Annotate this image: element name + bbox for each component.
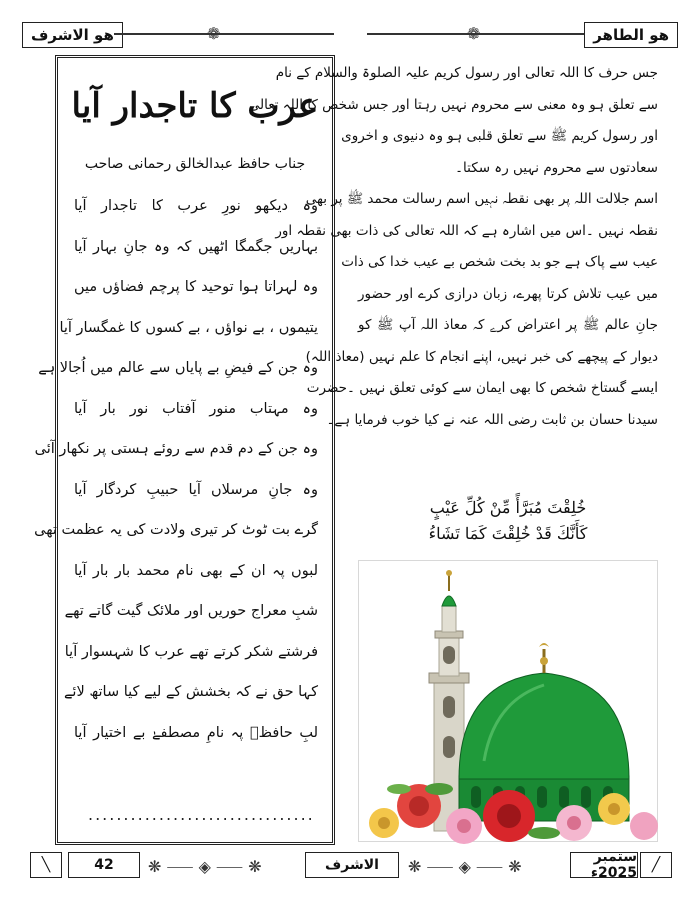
poem-line: وہ جن کے فیضِ بے پایاں سے عالم میں اُجالا ہے (38, 360, 318, 376)
prose-line: اور رسول کریم ﷺ سے تعلق قلبی ہو وہ دنیوی و اخروی (341, 128, 658, 144)
ornament-icon: ❁ (467, 24, 481, 43)
prose-line: سیدنا حسان بن ثابت رضی اللہ عنہ نے کیا خوب فرمایا ہے۔ (326, 411, 658, 428)
magazine-name: الاشرف (325, 857, 379, 873)
page-number: 42 (94, 857, 114, 873)
poem-line: شبِ معراج حوریں اور ملائک گیت گاتے تھے (64, 603, 318, 619)
prose-line: دیوار کے پیچھے کی خبر نہیں، اپنے انجام کا علم نہیں (معاذ اللہ) (305, 348, 658, 365)
prose-line: نقطہ نہیں ۔اس میں اشارہ ہے کہ اللہ تعالی کی ذات بھی نقطہ اور (275, 222, 658, 239)
header-right-text: ھو الطاھر (593, 26, 669, 44)
verse-line: كَأَنَّكَ قَدْ خُلِقْتَ كَمَا تَشَاءُ (428, 524, 588, 543)
poem-line: وہ مہتاب منور آفتاب نور بار آیا (74, 400, 318, 417)
verse-line: خُلِقْتَ مُبَرَّأً مِّنْ كُلِّ عَيْبٍ (429, 498, 587, 517)
poem-title: عرب کا تاجدار آیا (71, 86, 319, 126)
poem-panel (34, 55, 335, 845)
green-dome (459, 673, 629, 779)
issue-date-box (570, 849, 638, 881)
poem-line: وہ جانِ مرسلاں آیا حبیبِ کردگار آیا (74, 481, 318, 498)
ornament-icon: ❋ ⸺ ◈ ⸺ ❋ (408, 857, 522, 876)
magazine-name-box (305, 852, 399, 878)
poem-author: جناب حافظ عبدالخالق رحمانی صاحب (84, 156, 306, 172)
arabic-verse (358, 495, 658, 547)
poem-line: فرشتے شکر کرتے تھے عرب کا شہسوار آیا (64, 643, 318, 660)
prose-line: سعادتوں سے محروم نہیں رہ سکتا۔ (455, 159, 658, 176)
poem-line: وہ دیکھو نورِ عرب کا تاجدار آیا (74, 198, 318, 214)
prose-line: ایسے گستاخ شخص کا بھی ایمان سے کوئی تعلق نہیں ۔حضرت (306, 380, 658, 396)
header-left-text: ھو الاشرف (31, 26, 114, 44)
poem-line: وہ جن کے دم قدم سے روئے ہستی پر نکھار آئی (34, 441, 318, 457)
header-right-title (584, 22, 678, 48)
ornament-icon: ❁ (207, 24, 221, 43)
prose-line: اسم جلالت اللہ پر بھی نقطہ نہیں اسم رسالت محمد ﷺ پر بھی (305, 191, 658, 207)
poem-line: گرے بت ٹوٹ کر تیری ولادت کی یہ عظمت تھی (34, 522, 318, 538)
poem-line: یتیموں ، بے نواؤں ، بے کسوں کا غمگسار آیا (59, 319, 318, 336)
poem-line: وہ لہراتا ہوا توحید کا پرچم فضاؤں میں (74, 279, 318, 295)
page-header (22, 22, 678, 48)
poem-line: بہاریں جگمگا اٹھیں کہ وہ جانِ بہار آیا (74, 238, 318, 255)
poem-line: لبِ حافظؔ پہ نامِ مصطفےٰ بے اختیار آیا (74, 724, 318, 741)
prose-line: جس حرف کا اللہ تعالی اور رسول کریم علیہ الصلوۃ والسلام کے نام (275, 65, 658, 81)
header-left-title (22, 22, 123, 48)
green-dome-image (358, 560, 658, 842)
prose-line: میں عیب تلاش کرتا پھرے، زبان درازی کرے اور حضور (358, 285, 658, 302)
green-dome-illustration (359, 561, 659, 843)
prose-line: سے تعلق ہو وہ معنی سے محروم نہیں رہتا اور جس شخص کا اللہ تعالی (248, 96, 658, 113)
poem-line: کہا حق نے کہ بخشش کے لیے کیا ساتھ لائے (63, 684, 318, 700)
prose-column (248, 58, 658, 436)
footer-corner-right: ╱ (640, 852, 672, 878)
poem-end-dots: ................................ (88, 805, 315, 824)
ornament-icon: ❋ ⸺ ◈ ⸺ ❋ (148, 857, 262, 876)
header-rule (114, 33, 334, 35)
poem-line: لبوں پہ ان کے بھی نام محمد بار بار آیا (74, 562, 318, 579)
prose-line: جانِ عالم ﷺ پر اعتراض کرے کہ معاذ اللہ آپ ﷺ کو (358, 317, 658, 333)
page-footer (30, 849, 670, 881)
footer-corner-left: ╲ (30, 852, 62, 878)
prose-line: عیب سے پاک ہے جو بد بخت شخص بے عیب خدا کی ذات (341, 254, 658, 270)
page-number-box (68, 852, 140, 878)
poem-lines (34, 186, 318, 753)
issue-date: ستمبر 2025ء (590, 849, 637, 881)
